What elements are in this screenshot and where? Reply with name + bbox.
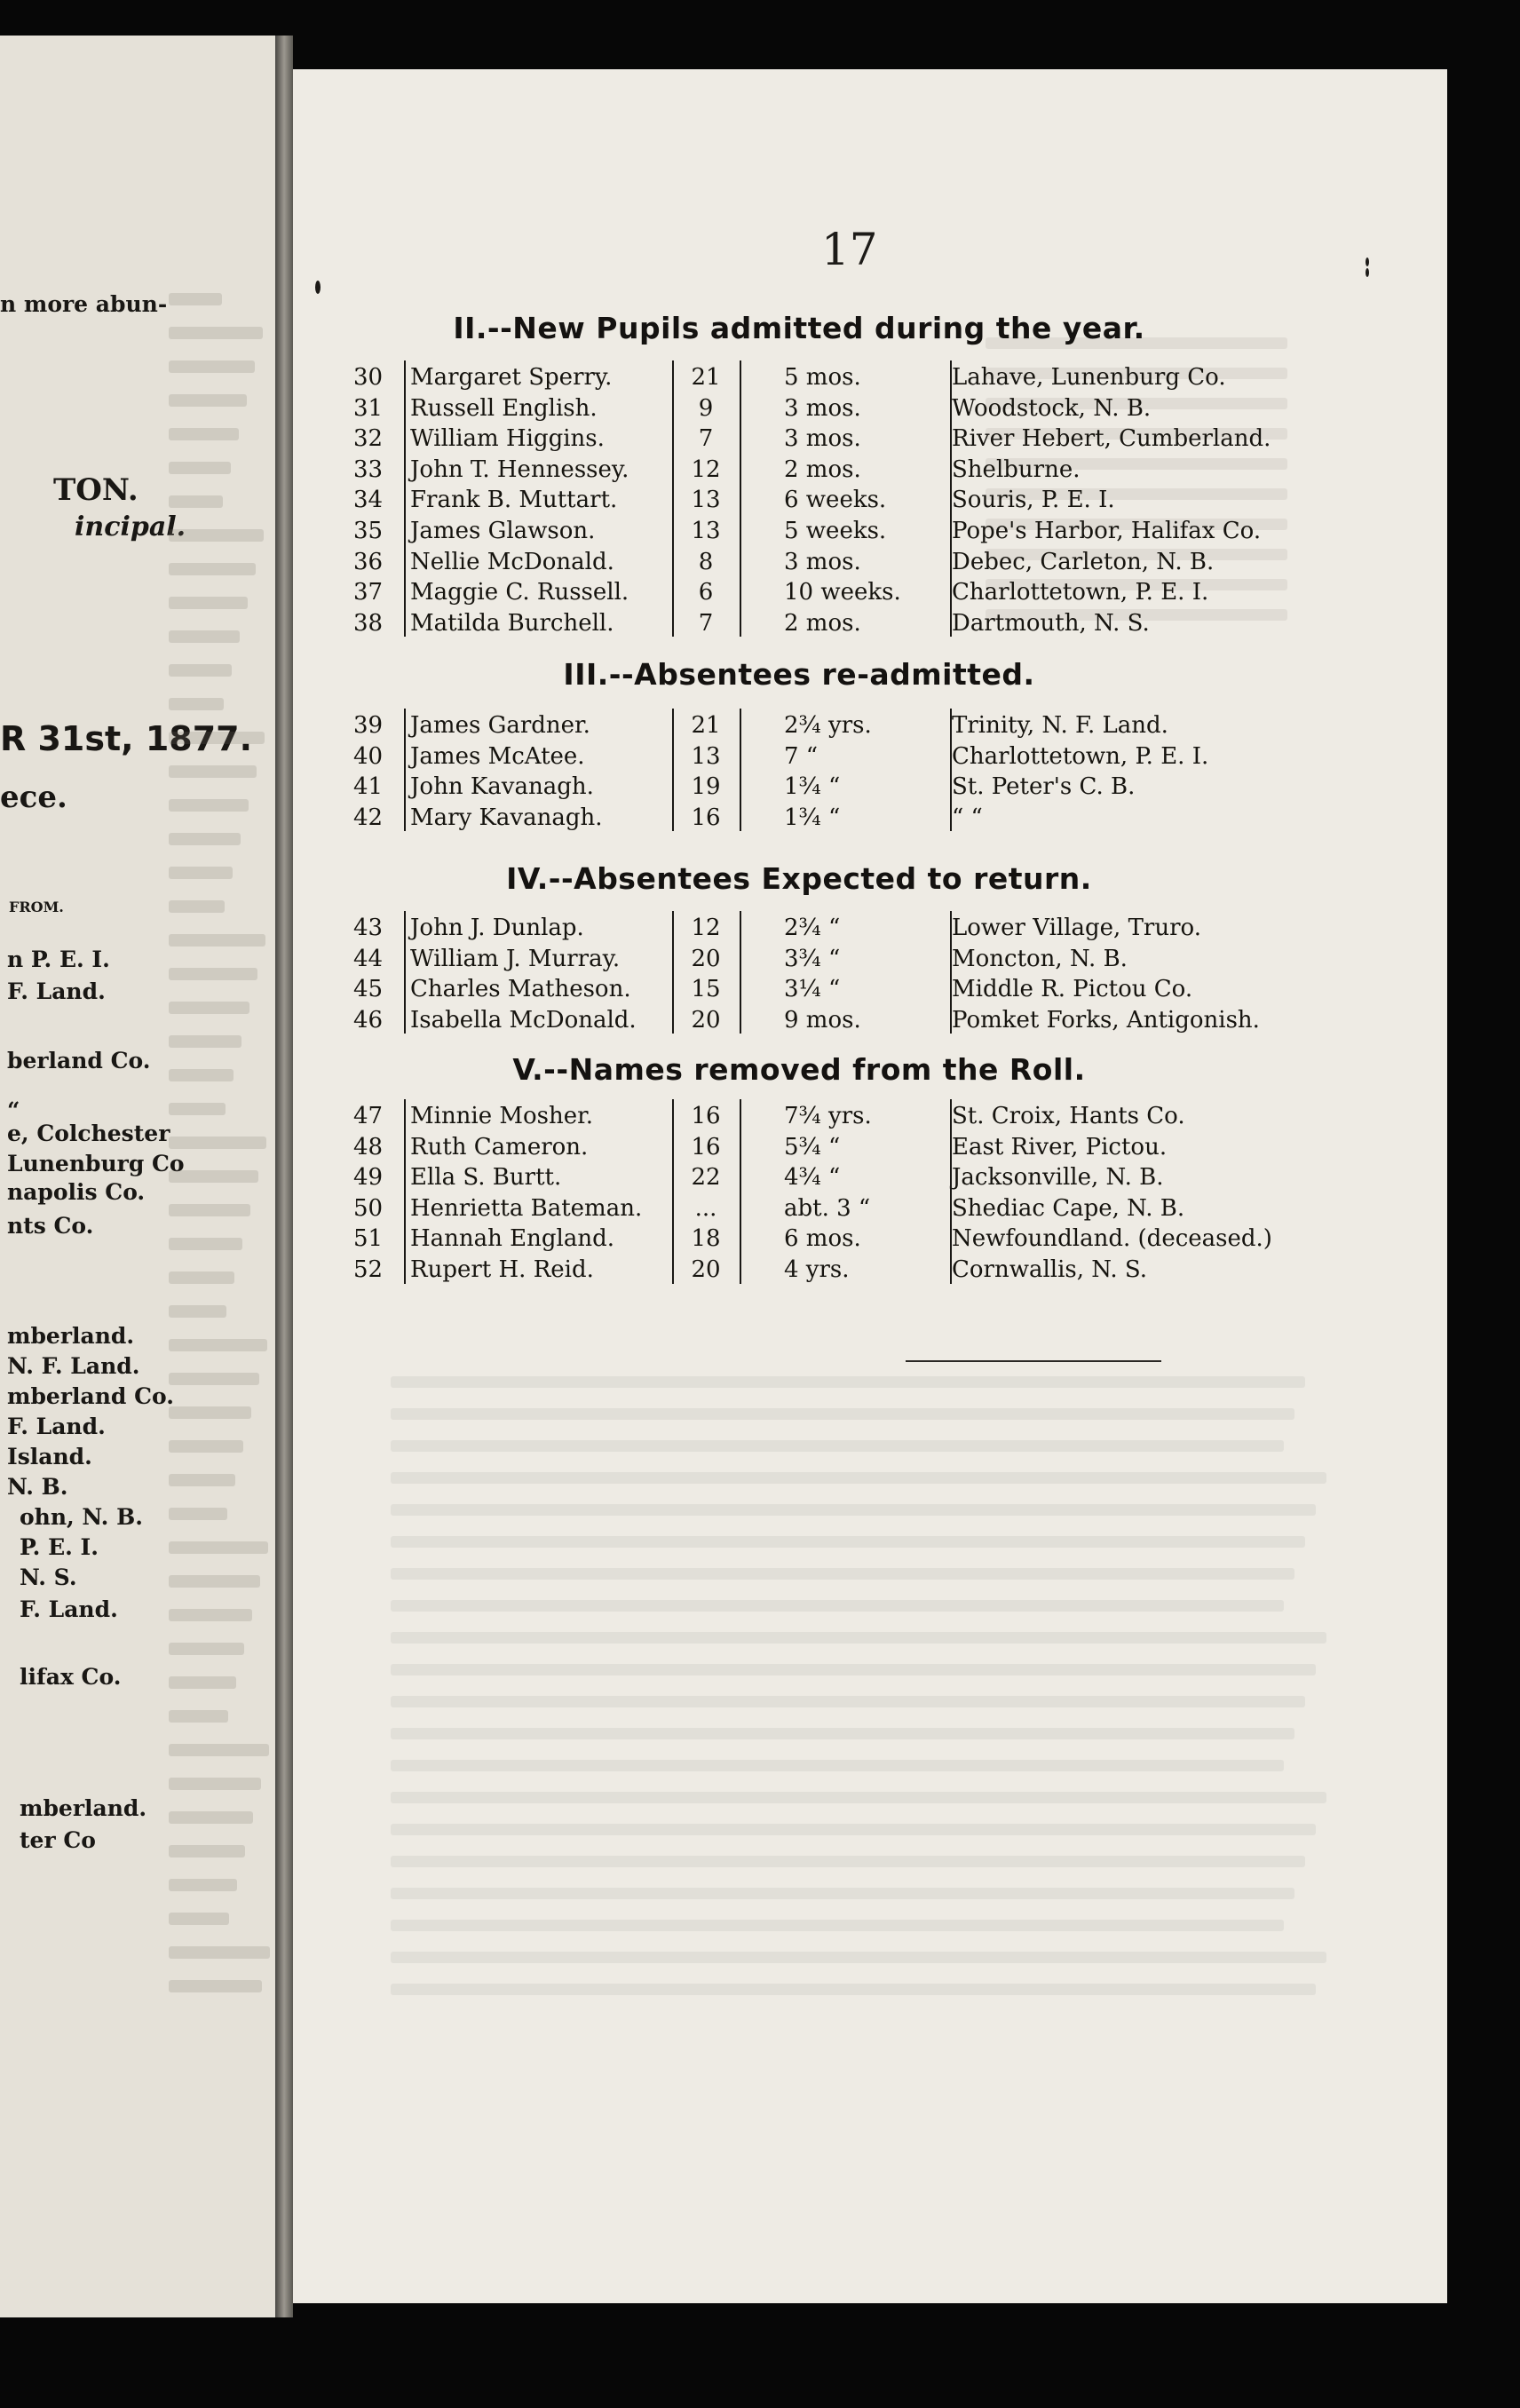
column-rule [950, 360, 952, 637]
show-through-text [169, 1744, 269, 1756]
show-through-text [169, 1137, 266, 1149]
left-page-fragment: TON. [53, 472, 139, 508]
row-number: 36 [353, 548, 384, 575]
pupil-name: Maggie C. Russell. [410, 579, 629, 606]
pupil-name: Rupert H. Reid. [410, 1256, 594, 1283]
residence: Cornwallis, N. S. [952, 1256, 1148, 1283]
pupil-age: 12 [691, 455, 721, 483]
table-row [337, 1255, 1323, 1285]
left-page-fragment: nts Co. [7, 1213, 94, 1239]
table-row [337, 741, 1323, 772]
table-row [337, 803, 1323, 833]
table-row [337, 485, 1323, 515]
time-at-school: 10 weeks. [784, 579, 901, 606]
show-through-text [169, 867, 233, 879]
section-heading: V.--Names removed from the Roll. [512, 1052, 1086, 1087]
pupil-name: Ruth Cameron. [410, 1133, 589, 1160]
table-row [337, 424, 1323, 454]
table-row [337, 913, 1323, 943]
pupil-age: 7 [698, 609, 714, 637]
show-through-text [391, 1728, 1294, 1739]
residence: Newfoundland. (deceased.) [952, 1225, 1272, 1253]
pupil-age: 7 [698, 425, 714, 453]
table-row [337, 1224, 1323, 1254]
residence: Charlottetown, P. E. I. [952, 742, 1209, 770]
residence: Debec, Carleton, N. B. [952, 548, 1215, 575]
show-through-text [169, 900, 225, 913]
left-page-fragment: e, Colchester [7, 1121, 170, 1146]
table-row [337, 608, 1323, 638]
show-through-text [169, 1002, 249, 1014]
show-through-text [169, 1339, 267, 1351]
pupil-name: John Kavanagh. [410, 773, 594, 801]
ink-speck [1366, 257, 1369, 266]
table-row [337, 1101, 1323, 1131]
show-through-text [169, 529, 264, 542]
left-page-fragment: N. F. Land. [7, 1353, 140, 1379]
table-row [337, 944, 1323, 974]
pupil-name: John T. Hennessey. [410, 455, 629, 483]
left-page-fragment: N. S. [20, 1564, 77, 1590]
show-through-text [391, 1568, 1294, 1580]
pupil-name: James McAtee. [410, 742, 585, 770]
page-number: 17 [821, 224, 878, 275]
show-through-text [169, 1271, 234, 1284]
column-rule [740, 360, 741, 637]
residence: East River, Pictou. [952, 1133, 1168, 1160]
table-row [337, 1162, 1323, 1192]
residence: Woodstock, N. B. [952, 394, 1152, 422]
left-page-fragment: berland Co. [7, 1048, 151, 1073]
show-through-text [169, 833, 241, 845]
pupil-age: 22 [691, 1164, 721, 1192]
row-number: 41 [353, 773, 384, 801]
residence: River Hebert, Cumberland. [952, 425, 1271, 453]
time-at-school: 2¾ “ [784, 915, 841, 941]
section-heading: II.--New Pupils admitted during the year. [453, 311, 1145, 345]
pupil-age: 9 [698, 394, 714, 422]
time-at-school: 2 mos. [784, 609, 861, 637]
column-rule [404, 709, 406, 831]
left-page-fragment: FROM. [9, 899, 64, 915]
pupil-age: 16 [691, 1133, 721, 1160]
residence: “ “ [952, 804, 983, 831]
show-through-text [169, 360, 255, 373]
residence: Souris, P. E. I. [952, 487, 1115, 514]
table-row [337, 362, 1323, 392]
residence: St. Peter's C. B. [952, 773, 1136, 801]
pupil-age: 20 [691, 1256, 721, 1283]
pupil-name: William Higgins. [410, 425, 605, 453]
pupil-name: Frank B. Muttart. [410, 487, 618, 514]
row-number: 31 [353, 394, 384, 422]
show-through-text [391, 1984, 1316, 1995]
show-through-text [391, 1408, 1294, 1420]
row-number: 50 [353, 1194, 384, 1222]
residence: Pomket Forks, Antigonish. [952, 1006, 1260, 1034]
pupil-name: Margaret Sperry. [410, 364, 613, 391]
pupil-age: ... [694, 1194, 717, 1222]
pupil-age: 8 [698, 548, 714, 575]
show-through-text [169, 495, 223, 508]
show-through-text [169, 1980, 262, 1992]
column-rule [672, 1099, 674, 1284]
row-number: 33 [353, 455, 384, 483]
show-through-text [391, 1440, 1284, 1452]
table-row [337, 547, 1323, 577]
left-page-fragment: lifax Co. [20, 1664, 122, 1690]
residence: Lower Village, Truro. [952, 915, 1201, 941]
show-through-text [391, 1952, 1326, 1963]
previous-page-fragment [0, 36, 275, 2317]
show-through-text [391, 1504, 1316, 1516]
row-number: 48 [353, 1133, 384, 1160]
left-page-fragment: n P. E. I. [7, 947, 110, 972]
row-number: 38 [353, 609, 384, 637]
column-rule [950, 1099, 952, 1284]
pupil-age: 21 [691, 364, 721, 391]
row-number: 46 [353, 1006, 384, 1034]
row-number: 30 [353, 364, 384, 391]
residence: Trinity, N. F. Land. [952, 712, 1168, 739]
pupil-name: John J. Dunlap. [410, 915, 584, 941]
left-page-fragment: napolis Co. [7, 1179, 146, 1205]
column-rule [672, 911, 674, 1034]
row-number: 47 [353, 1103, 384, 1129]
left-page-fragment: ter Co [20, 1827, 96, 1853]
show-through-text [169, 1879, 237, 1891]
pupil-name: James Gardner. [410, 712, 590, 739]
table-row [337, 393, 1323, 424]
left-page-fragment: ece. [0, 780, 67, 815]
row-number: 40 [353, 742, 384, 770]
pupil-name: Hannah England. [410, 1225, 615, 1253]
left-page-fragment: incipal. [75, 511, 186, 543]
show-through-text [169, 1845, 245, 1857]
show-through-text [169, 293, 222, 305]
show-through-text [169, 1373, 259, 1385]
column-rule [672, 360, 674, 637]
left-page-fragment: n more abun- [0, 291, 168, 317]
section-heading: IV.--Absentees Expected to return. [506, 861, 1092, 896]
show-through-text [169, 1103, 226, 1115]
column-rule [950, 709, 952, 831]
show-through-text [391, 1600, 1284, 1612]
pupil-name: Mary Kavanagh. [410, 804, 603, 831]
left-page-fragment: F. Land. [20, 1596, 118, 1622]
show-through-text [391, 1696, 1305, 1707]
show-through-text [391, 1760, 1284, 1771]
show-through-text [391, 1920, 1284, 1931]
time-at-school: 3 mos. [784, 548, 861, 575]
left-page-fragment: Lunenburg Co [7, 1151, 185, 1176]
pupil-age: 21 [691, 712, 721, 739]
left-page-fragment: F. Land. [7, 978, 106, 1004]
pupil-name: Charles Matheson. [410, 976, 631, 1003]
column-rule [404, 360, 406, 637]
show-through-text [391, 1856, 1305, 1867]
show-through-text [169, 968, 257, 980]
show-through-text [391, 1824, 1316, 1835]
time-at-school: 5¾ “ [784, 1133, 841, 1160]
left-page-fragment: Island. [7, 1444, 92, 1469]
time-at-school: 3¾ “ [784, 945, 841, 972]
left-page-fragment: F. Land. [7, 1414, 106, 1439]
row-number: 44 [353, 945, 384, 972]
pupil-name: Matilda Burchell. [410, 609, 614, 637]
pupil-age: 13 [691, 742, 721, 770]
left-page-fragment: ohn, N. B. [20, 1504, 143, 1530]
pupil-age: 20 [691, 1006, 721, 1034]
show-through-text [169, 1170, 258, 1183]
show-through-text [169, 1238, 242, 1250]
pupil-name: Ella S. Burtt. [410, 1164, 562, 1192]
show-through-text [391, 1792, 1326, 1803]
time-at-school: 3¼ “ [784, 976, 841, 1003]
show-through-text [169, 1913, 229, 1925]
show-through-text [169, 1778, 261, 1790]
pupil-name: Nellie McDonald. [410, 548, 614, 575]
show-through-text [169, 1474, 235, 1486]
column-rule [740, 911, 741, 1034]
row-number: 37 [353, 579, 384, 606]
show-through-text [169, 462, 231, 474]
pupil-age: 16 [691, 1103, 721, 1129]
show-through-text [169, 630, 240, 643]
pupil-name: William J. Murray. [410, 945, 621, 972]
show-through-text [391, 1536, 1305, 1548]
show-through-text [391, 1632, 1326, 1644]
residence: Pope's Harbor, Halifax Co. [952, 518, 1262, 544]
left-page-fragment: mberland. [7, 1323, 135, 1349]
time-at-school: 9 mos. [784, 1006, 861, 1034]
table-row [337, 516, 1323, 546]
table-row [337, 772, 1323, 802]
left-page-fragment: mberland. [20, 1795, 147, 1821]
residence: St. Croix, Hants Co. [952, 1103, 1185, 1129]
residence: Shelburne. [952, 455, 1081, 483]
section-end-rule [906, 1360, 1161, 1362]
pupil-age: 13 [691, 518, 721, 544]
column-rule [950, 911, 952, 1034]
table-row [337, 710, 1323, 741]
show-through-text [391, 1472, 1326, 1484]
column-rule [740, 1099, 741, 1284]
section-heading: III.--Absentees re-admitted. [563, 657, 1035, 692]
row-number: 42 [353, 804, 384, 831]
pupil-age: 12 [691, 915, 721, 941]
pupil-age: 20 [691, 945, 721, 972]
show-through-text [169, 1508, 227, 1520]
pupil-name: Henrietta Bateman. [410, 1194, 643, 1222]
show-through-text [169, 1069, 234, 1081]
time-at-school: 1¾ “ [784, 804, 841, 831]
pupil-name: Isabella McDonald. [410, 1006, 637, 1034]
show-through-text [169, 1643, 244, 1655]
time-at-school: 2¾ yrs. [784, 712, 872, 739]
time-at-school: 4¾ “ [784, 1164, 841, 1192]
show-through-text [169, 799, 249, 812]
left-page-fragment: P. E. I. [20, 1534, 99, 1560]
row-number: 51 [353, 1225, 384, 1253]
show-through-text [169, 934, 265, 947]
show-through-text [169, 1204, 250, 1216]
residence: Moncton, N. B. [952, 945, 1128, 972]
show-through-text [169, 1609, 252, 1621]
show-through-text [169, 1305, 226, 1318]
show-through-text [169, 1811, 253, 1824]
show-through-text [391, 1376, 1305, 1388]
pupil-age: 6 [698, 579, 714, 606]
pupil-age: 19 [691, 773, 721, 801]
time-at-school: 5 weeks. [784, 518, 887, 544]
row-number: 52 [353, 1256, 384, 1283]
residence: Charlottetown, P. E. I. [952, 579, 1209, 606]
show-through-text [169, 563, 256, 575]
table-row [337, 1132, 1323, 1162]
pupil-name: James Glawson. [410, 518, 596, 544]
row-number: 32 [353, 425, 384, 453]
row-number: 39 [353, 712, 384, 739]
pupil-age: 15 [691, 976, 721, 1003]
pupil-name: Russell English. [410, 394, 598, 422]
left-page-fragment: N. B. [7, 1474, 68, 1500]
time-at-school: 2 mos. [784, 455, 861, 483]
row-number: 34 [353, 487, 384, 514]
pupil-age: 16 [691, 804, 721, 831]
ink-speck [1366, 268, 1369, 277]
residence: Dartmouth, N. S. [952, 609, 1150, 637]
show-through-text [169, 327, 263, 339]
pupil-name: Minnie Mosher. [410, 1103, 593, 1129]
show-through-text [169, 732, 265, 744]
time-at-school: 6 mos. [784, 1225, 861, 1253]
show-through-text [169, 394, 247, 407]
residence: Middle R. Pictou Co. [952, 976, 1193, 1003]
show-through-text [169, 597, 248, 609]
ink-speck [315, 281, 321, 294]
show-through-text [169, 1035, 241, 1048]
show-through-text [169, 1575, 260, 1588]
column-rule [672, 709, 674, 831]
table-row [337, 1005, 1323, 1035]
row-number: 49 [353, 1164, 384, 1192]
table-row [337, 1193, 1323, 1224]
show-through-text [169, 664, 232, 677]
row-number: 45 [353, 976, 384, 1003]
time-at-school: abt. 3 “ [784, 1194, 871, 1222]
show-through-text [169, 428, 239, 440]
pupil-age: 13 [691, 487, 721, 514]
time-at-school: 7 “ [784, 742, 819, 770]
left-page-fragment: mberland Co. [7, 1383, 174, 1409]
column-rule [404, 1099, 406, 1284]
show-through-text [169, 698, 224, 710]
residence: Jacksonville, N. B. [952, 1164, 1164, 1192]
show-through-text [169, 1406, 251, 1419]
show-through-text [169, 1541, 268, 1554]
show-through-text [169, 1710, 228, 1723]
residence: Lahave, Lunenburg Co. [952, 364, 1226, 391]
table-row [337, 577, 1323, 607]
table-row [337, 455, 1323, 485]
time-at-school: 4 yrs. [784, 1256, 850, 1283]
left-page-fragment: R 31st, 1877. [0, 719, 253, 758]
row-number: 43 [353, 915, 384, 941]
show-through-text [169, 765, 257, 778]
show-through-text [169, 1440, 243, 1453]
residence: Shediac Cape, N. B. [952, 1194, 1185, 1222]
time-at-school: 1¾ “ [784, 773, 841, 801]
row-number: 35 [353, 518, 384, 544]
pupil-age: 18 [691, 1225, 721, 1253]
time-at-school: 3 mos. [784, 425, 861, 453]
left-page-fragment: “ [7, 1097, 20, 1123]
show-through-text [169, 1676, 236, 1689]
table-row [337, 974, 1323, 1004]
show-through-text [391, 1888, 1294, 1899]
time-at-school: 7¾ yrs. [784, 1103, 872, 1129]
column-rule [740, 709, 741, 831]
time-at-school: 6 weeks. [784, 487, 887, 514]
time-at-school: 5 mos. [784, 364, 861, 391]
column-rule [404, 911, 406, 1034]
show-through-text [169, 1946, 270, 1959]
show-through-text [391, 1664, 1316, 1675]
page-gutter [275, 36, 293, 2317]
time-at-school: 3 mos. [784, 394, 861, 422]
